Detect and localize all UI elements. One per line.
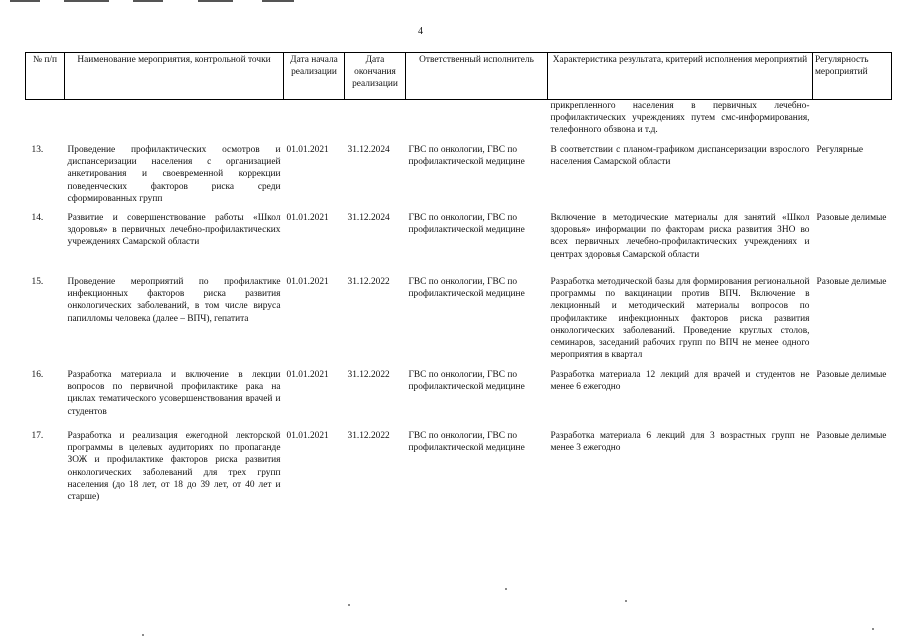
row-responsible: ГВС по онкологии, ГВС по профилактической медицине bbox=[408, 277, 525, 300]
row-start: 01.01.2021 bbox=[286, 431, 329, 441]
table-row bbox=[26, 276, 892, 369]
header-name: Наименование мероприятия, контрольной точки bbox=[65, 53, 284, 100]
row-num: 13. bbox=[31, 145, 44, 155]
row-num: 16. bbox=[31, 370, 44, 380]
row-regularity: Регулярные bbox=[816, 145, 864, 155]
header-result: Характеристика результата, критерий исполнения мероприятий bbox=[548, 53, 813, 100]
row-start: 01.01.2021 bbox=[286, 213, 329, 223]
header-start: Дата начала реализации bbox=[284, 53, 345, 100]
row-result: Разработка материала 6 лекций для 3 возрастных групп не менее 3 ежегодно bbox=[550, 431, 810, 454]
scan-speck bbox=[348, 604, 350, 606]
table-row bbox=[26, 212, 892, 276]
row-regularity: Разовые делимые bbox=[816, 370, 887, 380]
row-responsible: ГВС по онкологии, ГВС по профилактической медицине bbox=[408, 370, 525, 393]
row-name: Развитие и совершенствование работы «Школ здоровья» в первичных лечебно-профилактических учреждениях Самарской области bbox=[67, 213, 281, 248]
scan-speck bbox=[625, 600, 627, 602]
continuation-text: прикрепленного населения в первичных лечебно-профилактических учреждениях путем смс-информирования, телефонного обзвона и т.д. bbox=[550, 101, 810, 136]
continuation-row bbox=[26, 100, 892, 145]
header-end: Дата окончания реализации bbox=[345, 53, 406, 100]
row-start: 01.01.2021 bbox=[286, 277, 329, 287]
row-name: Проведение мероприятий по профилактике инфекционных факторов риска развития онкологических заболеваний, в том числе вируса папилломы человека (далее – ВПЧ), гепатита bbox=[67, 277, 281, 324]
table-row bbox=[26, 430, 892, 510]
row-num: 14. bbox=[31, 213, 44, 223]
row-responsible: ГВС по онкологии, ГВС по профилактической медицине bbox=[408, 431, 525, 454]
row-result: В соответствии с планом-графиком диспансеризации взрослого населения Самарской области bbox=[550, 145, 810, 168]
scan-speck bbox=[142, 634, 144, 636]
header-num: № п/п bbox=[26, 53, 65, 100]
activities-table bbox=[25, 52, 892, 510]
row-start: 01.01.2021 bbox=[286, 145, 329, 155]
row-name: Разработка материала и включение в лекции вопросов по первичной профилактике рака на циклах тематического усовершенствования врачей и студентов bbox=[67, 370, 281, 417]
row-end: 31.12.2024 bbox=[347, 145, 390, 155]
row-regularity: Разовые делимые bbox=[816, 431, 887, 441]
header-regularity: Регулярность мероприятий bbox=[813, 53, 892, 100]
row-num: 17. bbox=[31, 431, 44, 441]
header-responsible: Ответственный исполнитель bbox=[406, 53, 548, 100]
row-regularity: Разовые делимые bbox=[816, 213, 887, 223]
table-header-row bbox=[26, 53, 892, 100]
row-result: Включение в методические материалы для занятий «Школ здоровья» информации по факторам риска развития ЗНО во всех первичных лечебно-профилактических учреждениях и центрах здоровья Самарской области bbox=[550, 213, 810, 260]
row-end: 31.12.2024 bbox=[347, 213, 390, 223]
row-regularity: Разовые делимые bbox=[816, 277, 887, 287]
row-result: Разработка материала 12 лекций для врачей и студентов не менее 6 ежегодно bbox=[550, 370, 810, 393]
row-name: Разработка и реализация ежегодной лекторской программы в целевых аудиториях по пропаганде ЗОЖ и профилактике факторов риска развития онкологических заболеваний для трех групп населения (до 18 лет, от 18 до 39 лет, от 40 лет и старше) bbox=[67, 431, 281, 503]
row-start: 01.01.2021 bbox=[286, 370, 329, 380]
scan-speck bbox=[872, 628, 874, 630]
table-row bbox=[26, 144, 892, 212]
row-end: 31.12.2022 bbox=[347, 431, 390, 441]
table-row bbox=[26, 369, 892, 430]
row-end: 31.12.2022 bbox=[347, 370, 390, 380]
row-end: 31.12.2022 bbox=[347, 277, 390, 287]
row-responsible: ГВС по онкологии, ГВС по профилактической медицине bbox=[408, 213, 525, 236]
row-result: Разработка методической базы для формирования региональной программы по вакцинации против ВПЧ. Включение в лекционный и методический материалы вопросов по профилактике инфекционных факторов риска развития онкологических заболеваний. Проведение круглых столов, семинаров, заседаний рабочих групп по ВПЧ не менее одного мероприятия в квартал bbox=[550, 277, 810, 361]
page-number: 4 bbox=[418, 26, 423, 37]
row-num: 15. bbox=[31, 277, 44, 287]
row-responsible: ГВС по онкологии, ГВС по профилактической медицине bbox=[408, 145, 525, 168]
scan-top-marks bbox=[0, 0, 905, 6]
row-name: Проведение профилактических осмотров и диспансеризации населения с организацией анкетирования и своевременной коррекции поведенческих факторов риска среди сформированных групп bbox=[67, 145, 281, 204]
scan-speck bbox=[505, 588, 507, 590]
